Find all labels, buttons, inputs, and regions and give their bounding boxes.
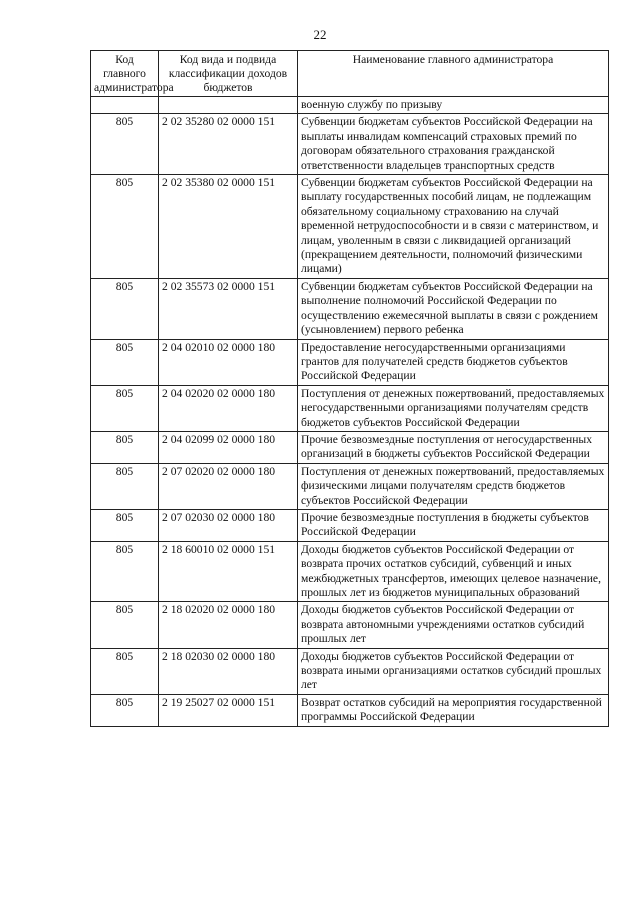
header-admin-name: Наименование главного администратора [298, 51, 609, 97]
continuation-text: военную службу по призыву [298, 97, 609, 114]
admin-name-cell: Доходы бюджетов субъектов Российской Федерации от возврата автономными учреждениями остатков субсидий прошлых лет [298, 602, 609, 648]
admin-code-cell: 805 [91, 431, 159, 463]
header-classification-code: Код вида и подвида классификации доходов бюджетов [159, 51, 298, 97]
admin-name-cell: Доходы бюджетов субъектов Российской Федерации от возврата прочих остатков субсидий, субвенций и иных межбюджетных трансфертов, имеющих целевое назначение, прошлых лет из бюджетов муниципальных образований [298, 541, 609, 602]
admin-code-cell: 805 [91, 463, 159, 509]
revenue-classification-table [90, 50, 609, 727]
admin-name-cell: Доходы бюджетов субъектов Российской Федерации от возврата иными организациями остатков субсидий прошлых лет [298, 648, 609, 694]
classification-code-cell: 2 18 60010 02 0000 151 [159, 541, 298, 602]
admin-code-cell: 805 [91, 278, 159, 339]
table-row [91, 648, 609, 694]
table-row [91, 431, 609, 463]
admin-code-cell: 805 [91, 114, 159, 175]
continuation-empty-cell [159, 97, 298, 114]
classification-code-cell: 2 04 02010 02 0000 180 [159, 339, 298, 385]
admin-code-cell: 805 [91, 385, 159, 431]
admin-name-cell: Прочие безвозмездные поступления в бюджеты субъектов Российской Федерации [298, 509, 609, 541]
classification-code-cell: 2 19 25027 02 0000 151 [159, 694, 298, 726]
page-number: 22 [313, 27, 327, 42]
table-row [91, 602, 609, 648]
classification-code-cell: 2 18 02030 02 0000 180 [159, 648, 298, 694]
admin-name-cell: Поступления от денежных пожертвований, предоставляемых негосударственными организациями получателям средств бюджетов субъектов Российской Федерации [298, 385, 609, 431]
table-row [91, 278, 609, 339]
header-admin-code: Код главного администратора [91, 51, 159, 97]
admin-name-cell: Предоставление негосударственными организациями грантов для получателей средств бюджетов субъектов Российской Федерации [298, 339, 609, 385]
table-header-row [91, 51, 609, 97]
classification-code-cell: 2 07 02030 02 0000 180 [159, 509, 298, 541]
classification-code-cell: 2 07 02020 02 0000 180 [159, 463, 298, 509]
classification-code-cell: 2 02 35573 02 0000 151 [159, 278, 298, 339]
admin-code-cell: 805 [91, 648, 159, 694]
admin-code-cell: 805 [91, 694, 159, 726]
admin-name-cell: Возврат остатков субсидий на мероприятия государственной программы Российской Федерации [298, 694, 609, 726]
continuation-row [91, 97, 609, 114]
classification-code-cell: 2 02 35280 02 0000 151 [159, 114, 298, 175]
classification-code-cell: 2 02 35380 02 0000 151 [159, 175, 298, 279]
table-row [91, 541, 609, 602]
classification-code-cell: 2 04 02099 02 0000 180 [159, 431, 298, 463]
admin-code-cell: 805 [91, 602, 159, 648]
admin-code-cell: 805 [91, 541, 159, 602]
table-row [91, 509, 609, 541]
continuation-empty-cell [91, 97, 159, 114]
table-row [91, 385, 609, 431]
table-row [91, 694, 609, 726]
table-row [91, 114, 609, 175]
classification-code-cell: 2 04 02020 02 0000 180 [159, 385, 298, 431]
admin-name-cell: Поступления от денежных пожертвований, предоставляемых физическими лицами получателям средств бюджетов субъектов Российской Федерации [298, 463, 609, 509]
admin-code-cell: 805 [91, 339, 159, 385]
admin-name-cell: Прочие безвозмездные поступления от негосударственных организаций в бюджеты субъектов Российской Федерации [298, 431, 609, 463]
classification-code-cell: 2 18 02020 02 0000 180 [159, 602, 298, 648]
table-row [91, 339, 609, 385]
admin-code-cell: 805 [91, 509, 159, 541]
table-row [91, 175, 609, 279]
admin-name-cell: Субвенции бюджетам субъектов Российской Федерации на выплату государственных пособий лицам, не подлежащим обязательному социальному страхованию на случай временной нетрудоспособности и в связи с материнством, и лицам, уволенным в связи с ликвидацией организаций (прекращением деятельности, полномочий физическими лицами) [298, 175, 609, 279]
admin-name-cell: Субвенции бюджетам субъектов Российской Федерации на выполнение полномочий Российской Федерации по осуществлению ежемесячной выплаты в связи с рождением (усыновлением) первого ребенка [298, 278, 609, 339]
admin-name-cell: Субвенции бюджетам субъектов Российской Федерации на выплаты инвалидам компенсаций страховых премий по договорам обязательного страхования гражданской ответственности владельцев транспортных средств [298, 114, 609, 175]
admin-code-cell: 805 [91, 175, 159, 279]
table-row [91, 463, 609, 509]
